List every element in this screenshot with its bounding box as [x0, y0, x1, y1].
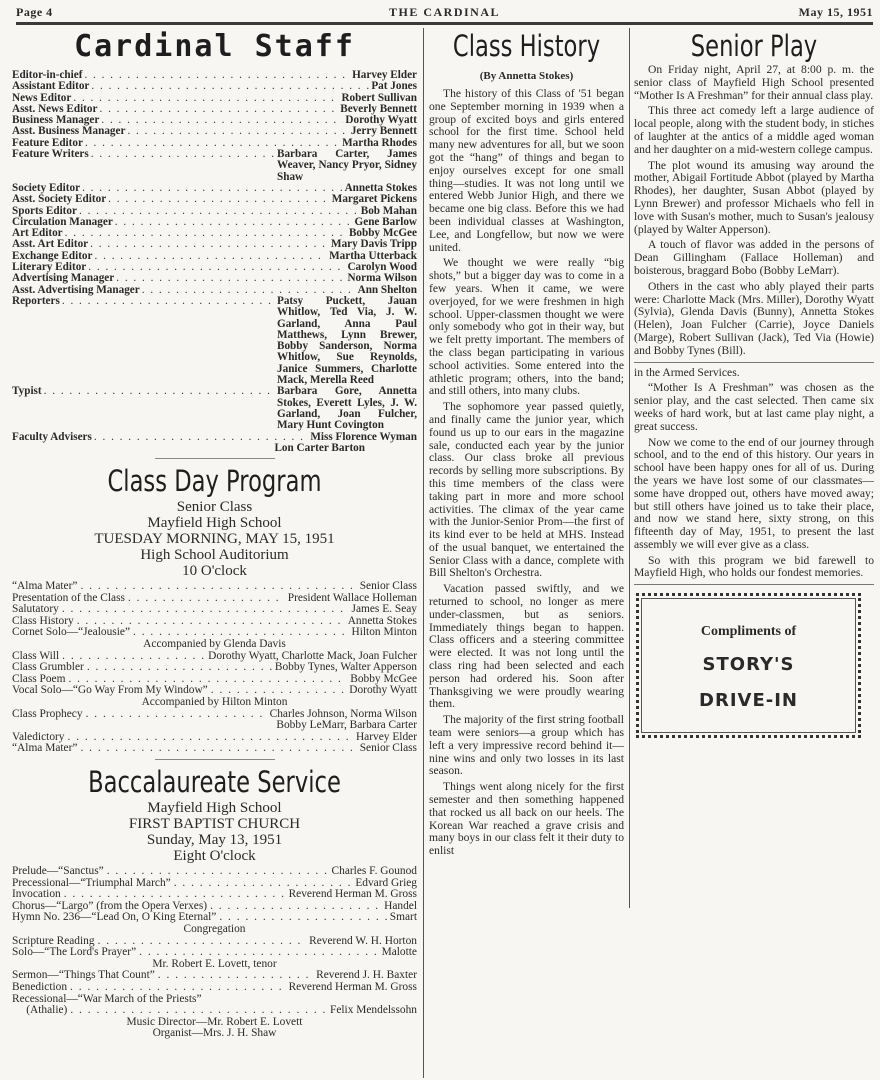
left-column	[12, 28, 417, 1040]
staff-name: Beverly Bennett	[340, 102, 417, 115]
staff-role: Feature Writers	[12, 148, 89, 161]
staff-name: Barbara Gore, Annetta Stokes, Everett Lyles, J. W. Garland, Joan Fulcher, Mary Hunt Covington	[277, 385, 417, 432]
dot-leader	[99, 104, 338, 115]
program-performer: Senior Class	[359, 580, 417, 593]
baccalaureate-program-list	[12, 866, 417, 1040]
staff-role: Faculty Advisers	[12, 430, 92, 443]
program-note: Accompanied by Hilton Minton	[141, 696, 288, 709]
baccalaureate-subheadings	[12, 800, 417, 864]
class-day-heading: Class Day Program	[107, 464, 322, 499]
cardinal-staff-section	[12, 28, 417, 454]
right-column	[634, 28, 874, 738]
program-note: Congregation	[183, 922, 246, 935]
staff-role: Art Editor	[12, 227, 63, 240]
staff-name: Martha Rhodes	[342, 136, 417, 149]
staff-role: Circulation Manager	[12, 215, 113, 228]
staff-role: Advertising Manager	[12, 272, 115, 285]
page-number: Page 4	[16, 5, 53, 19]
dot-leader	[44, 386, 275, 397]
dot-leader	[80, 581, 356, 593]
subheading-line: Sunday, May 13, 1951	[146, 832, 283, 848]
program-performer: Felix Mendelssohn	[329, 1004, 417, 1017]
staff-name: Margaret Pickens	[331, 193, 417, 206]
class-history-byline: (By Annetta Stokes)	[479, 70, 574, 82]
senior-play-body	[634, 64, 874, 358]
class-history-heading: Class History	[452, 29, 601, 63]
staff-role: Asst. News Editor	[12, 102, 98, 115]
program-item: Class Will	[12, 649, 60, 662]
dot-leader	[128, 593, 285, 605]
program-row	[12, 1005, 417, 1017]
dot-leader	[65, 228, 347, 239]
staff-row	[12, 273, 417, 284]
staff-role: Assistant Editor	[12, 80, 90, 93]
staff-name: Bobby McGee	[348, 227, 417, 240]
class-day-program-list	[12, 581, 417, 755]
dot-leader	[87, 662, 272, 674]
article-paragraph: The history of this Class of '51 began one September morning in 1939 when a group of excited boys and girls entered school for the first time. School held many new adventures for all, but we soon got the “hang” of things and began to enjoy ourselves except for one small thing—studies. It was not long until we entered Webb Junior High, and there we became one big class. Before this we had been individual classes at Washington, Lee, and Longfellow, but now we were united.	[429, 87, 624, 254]
program-item: Class Prophecy	[12, 707, 83, 720]
program-item: Presentation of the Class	[12, 591, 125, 604]
dot-leader	[210, 901, 381, 913]
program-performer: Reverend Herman M. Gross	[288, 888, 417, 901]
subheading-line: TUESDAY MORNING, MAY 15, 1951	[94, 531, 335, 548]
program-performer-continued: Bobby LeMarr, Barbara Carter	[276, 719, 417, 732]
program-item: Cornet Solo—“Jealousie”	[12, 626, 130, 639]
program-item: Vocal Solo—“Go Way From My Window”	[12, 684, 208, 697]
program-item: Precessional—“Triumphal March”	[12, 876, 171, 889]
article-paragraph: The sophomore year passed quietly, and finally came the junior year, which found us up to our ears in the magazine sale, conducted each year by the junior class. Our class broke all previous records by selling more subscriptions. By this time members of the class were taking part in more and more school activities. The climax of the year came with the Junior-Senior Prom—the first of its kind ever to be held at MHS. Instead of the usual banquet, we entertained the Senior Class with a dance, complete with Bill Shelton's Orchestra.	[429, 400, 624, 580]
dot-leader	[82, 183, 343, 194]
dot-leader	[91, 149, 275, 160]
newspaper-name: THE CARDINAL	[388, 5, 500, 19]
staff-name: Pat Jones	[371, 80, 417, 93]
article-paragraph: Others in the cast who ably played their parts were: Charlotte Mack (Mrs. Miller), Dorothy Wyatt (Sylvia), Glenda Davis (Bunny), Annetta Stokes (Helen), Joan Fulcher (Carrie), Joyce Daniels (Marge), Robert Sullivan (Jack), Ted Via (Howie) and Bobby Tynes (Bill).	[634, 279, 874, 357]
program-performer: Bobby Tynes, Walter Apperson	[274, 661, 417, 674]
program-item: Benediction	[12, 980, 68, 993]
program-item: Chorus—“Largo” (from the Opera Verxes)	[12, 899, 208, 912]
dot-leader	[62, 604, 349, 616]
dot-leader	[73, 93, 339, 104]
article-paragraph: A touch of flavor was added in the persons of Dean Gillingham (Fallace Holleman) and boisterous, braggard Bobo (Bobby LeMarr).	[634, 238, 874, 277]
article-paragraph: in the Armed Services.	[634, 365, 740, 379]
dot-leader	[116, 273, 345, 284]
staff-name: Lon Carter Barton	[274, 441, 365, 454]
program-performer: Charles F. Gounod	[331, 865, 417, 877]
issue-date: May 15, 1951	[798, 5, 873, 19]
article-paragraph: We thought we were really “big shots,” but a bigger day was to come in a few years. When it came, we were overjoyed, for we were freshmen in high school. Upper-classmen thought we were only somebody who got in their way, but we felt pretty important. The members of the class began participating in various school activities. Some entered into the athletic program; others, into the band; and still others, into many clubs.	[429, 256, 624, 398]
dot-leader	[84, 70, 350, 81]
staff-row	[12, 81, 417, 92]
program-note: Organist—Mrs. J. H. Shaw	[152, 1027, 277, 1040]
program-performer: Malotte	[381, 946, 417, 959]
section-divider	[155, 759, 275, 760]
staff-role: Business Manager	[12, 114, 100, 127]
ad-business-name: STORY'S	[702, 654, 795, 676]
program-performer: Dorothy Wyatt, Charlotte Mack, Joan Fulcher	[208, 649, 417, 662]
dot-leader	[62, 296, 275, 307]
program-note: Accompanied by Glenda Davis	[143, 638, 286, 651]
staff-name: Miss Florence Wyman	[310, 430, 417, 443]
class-day-program-section	[12, 463, 417, 755]
ad-compliments: Compliments of	[700, 624, 797, 640]
program-performer: Reverend W. H. Horton	[309, 934, 417, 947]
subheading-line: Mayfield High School	[147, 515, 282, 532]
program-item: Class Grumbler	[12, 661, 84, 674]
dot-leader	[127, 126, 348, 137]
dot-leader	[68, 732, 353, 744]
staff-name: Carolyn Wood	[347, 261, 417, 274]
program-performer: Harvey Elder	[355, 730, 417, 743]
program-performer: Hilton Minton	[351, 626, 417, 639]
program-row	[12, 982, 417, 994]
article-paragraph: This three act comedy left a large audience of local people, along with the student body, in stiches of laughter at the antics of a middle aged woman and her daughter on a mid-western college campus.	[634, 104, 874, 156]
staff-row	[12, 149, 417, 183]
dot-leader	[115, 217, 353, 228]
program-item: Scripture Reading	[12, 934, 95, 947]
dot-leader	[107, 866, 329, 878]
program-item: “Alma Mater”	[12, 580, 78, 593]
staff-heading: Cardinal Staff	[74, 29, 355, 64]
staff-name: Dorothy Wyatt	[345, 114, 417, 127]
article-paragraph: Vacation passed swiftly, and we returned to school, no longer as mere under-classmen, but as seniors. Immediately things began to happen. Class officers and a steering committee were elected. It was not long until the class ring had been selected and each person had ordered his. Soon after Thanksgiving we were proudly wearing them.	[429, 582, 624, 711]
staff-name: Annetta Stokes	[344, 181, 417, 194]
program-performer: Reverend Herman M. Gross	[288, 980, 417, 993]
program-item: Solo—“The Lord's Prayer”	[12, 946, 137, 959]
program-performer: Edvard Grieg	[355, 876, 417, 889]
program-performer: Smart	[389, 911, 417, 924]
program-performer: Handel	[384, 899, 417, 912]
program-performer: Charles Johnson, Norma Wilson	[269, 707, 417, 720]
staff-role: Feature Editor	[12, 136, 83, 149]
program-item: (Athalie)	[12, 1004, 68, 1017]
baccalaureate-section	[12, 764, 417, 1040]
program-row	[12, 743, 417, 755]
program-item: Sermon—“Things That Count”	[12, 969, 155, 982]
staff-name: Mary Davis Tripp	[331, 238, 417, 251]
program-performer: Reverend J. H. Baxter	[316, 969, 417, 982]
program-item: Salutatory	[12, 603, 59, 616]
subheading-line: Senior Class	[176, 499, 253, 516]
staff-name: Martha Utterback	[329, 249, 417, 262]
staff-role: Editor-in-chief	[12, 69, 83, 81]
class-history-article	[429, 28, 624, 858]
staff-name: Jerry Bennett	[350, 125, 417, 138]
staff-role: Sports Editor	[12, 204, 77, 217]
section-divider	[155, 458, 275, 459]
staff-role: Asst. Business Manager	[12, 125, 126, 138]
staff-row-continued	[12, 443, 417, 454]
staff-name: Ann Shelton	[357, 283, 417, 296]
staff-name: Norma Wilson	[347, 272, 417, 285]
class-history-continued-body	[634, 367, 874, 581]
column-rule	[629, 28, 630, 908]
staff-name: Robert Sullivan	[341, 91, 417, 104]
dot-leader	[101, 115, 343, 126]
program-row	[12, 947, 417, 959]
staff-role: Asst. Advertising Manager	[12, 283, 140, 296]
staff-name: Bob Mahan	[360, 204, 417, 217]
staff-role: Asst. Society Editor	[12, 193, 107, 206]
staff-role: Typist	[12, 385, 42, 398]
class-day-subheadings	[12, 499, 417, 579]
program-note: Music Director—Mr. Robert E. Lovett	[126, 1015, 303, 1028]
program-item: Prelude—“Sanctus”	[12, 865, 104, 877]
program-performer: President Wallace Holleman	[287, 591, 417, 604]
subheading-line: Eight O'clock	[173, 848, 256, 864]
program-performer: Dorothy Wyatt	[349, 684, 417, 697]
program-item: Recessional—“War March of the Priests”	[12, 992, 202, 1005]
program-performer: Bobby McGee	[350, 672, 417, 685]
dot-leader	[108, 194, 330, 205]
class-history-body	[429, 88, 624, 858]
staff-name: Patsy Puckett, Jauan Whitlow, Ted Via, J. W. Garland, Anna Paul Matthews, Lynn Brewer, Bobby Sanderson, Norma Whitlow, Sue Reynolds, Janice Summers, Charlotte Mack, Merella Reed	[277, 294, 417, 387]
program-item: Class Poem	[12, 672, 66, 685]
senior-play-article	[634, 28, 874, 358]
dot-leader	[95, 251, 328, 262]
subheading-line: Mayfield High School	[147, 800, 282, 816]
baccalaureate-heading: Baccalaureate Service	[88, 765, 341, 799]
article-paragraph: So with this program we bid farewell to Mayfield High, who holds our fondest memories.	[634, 553, 874, 580]
staff-row	[12, 194, 417, 205]
dot-leader	[70, 1005, 327, 1017]
column-rule	[423, 28, 424, 1078]
staff-row	[12, 386, 417, 431]
program-item: Valedictory	[12, 730, 65, 743]
masthead-rule	[16, 22, 873, 25]
dot-leader	[86, 709, 267, 721]
program-performer: Annetta Stokes	[347, 614, 417, 627]
middle-column	[429, 28, 624, 861]
dot-leader	[70, 982, 286, 994]
dot-leader	[80, 743, 356, 755]
staff-role: Society Editor	[12, 181, 81, 194]
program-item: “Alma Mater”	[12, 742, 78, 755]
program-row	[12, 581, 417, 593]
article-paragraph: On Friday night, April 27, at 8:00 p. m. the senior class of Mayfield High School presented “Mother Is A Freshman” for their annual class play.	[634, 63, 874, 102]
program-item: Invocation	[12, 888, 61, 901]
program-row	[12, 866, 417, 878]
program-item: Class History	[12, 614, 74, 627]
staff-name: Harvey Elder	[352, 69, 417, 81]
staff-role: News Editor	[12, 91, 72, 104]
article-paragraph: The plot wound its amusing way around the mother, Abigail Fortitude Abbot (played by Martha Rhodes), her daughter, Susan Abbot (played by Lynn Brewer) and professor Michaels who fell in love with Susan's mother, much to Susan's jealousy (played by Walter Apperson).	[634, 158, 874, 236]
subheading-line: 10 O'clock	[182, 563, 247, 580]
article-divider	[634, 362, 874, 363]
dot-leader	[139, 947, 378, 959]
class-history-continued	[634, 367, 874, 581]
staff-role: Asst. Art Editor	[12, 238, 89, 251]
staff-row	[12, 296, 417, 386]
staff-role: Reporters	[12, 294, 60, 307]
program-note: Mr. Robert E. Lovett, tenor	[152, 957, 277, 970]
dot-leader	[88, 262, 345, 273]
dot-leader	[91, 81, 369, 92]
article-divider	[634, 584, 874, 585]
program-item: Hymn No. 236—“Lead On, O King Eternal”	[12, 911, 217, 924]
article-paragraph: The majority of the first string football team were seniors—a group which has left a very impressive record behind it—nine wins and only two losses in its last season.	[429, 713, 624, 778]
program-performer: James E. Seay	[351, 603, 417, 616]
subheading-line: High School Auditorium	[140, 547, 289, 564]
staff-name: Barbara Carter, James Weaver, Nancy Pryor, Sidney Shaw	[277, 148, 417, 183]
storys-drive-in-ad	[636, 593, 861, 738]
staff-list	[12, 70, 417, 454]
senior-play-heading: Senior Play	[690, 29, 818, 63]
masthead	[16, 4, 873, 22]
staff-name: Gene Barlow	[354, 215, 417, 228]
article-paragraph: Now we come to the end of our journey through school, and to the end of this history. Our years in school have been happy ones for all of us. During the years we have lost some of our classmates—some have dropped out, others have moved away; but still others have joined us to take their place, and now we stand here, sixty strong, on this fifteenth day of May, 1951, to present the last assembly we will ever give as a class.	[634, 435, 874, 551]
article-paragraph: Things went along nicely for the first semester and then something happened that rocked us all back on our heels. The Korean War reached a grave crisis and many boys in our class felt it their duty to enlist	[429, 780, 624, 858]
staff-role: Literary Editor	[12, 261, 87, 274]
subheading-line: FIRST BAPTIST CHURCH	[128, 816, 301, 832]
article-paragraph: “Mother Is A Freshman” was chosen as the senior play, and the cast selected. Then came six weeks of hard work, but at last came play night, a great success.	[634, 381, 874, 433]
dot-leader	[90, 239, 329, 250]
staff-role: Exchange Editor	[12, 249, 93, 262]
dot-leader	[79, 206, 359, 217]
program-performer: Senior Class	[359, 742, 417, 755]
ad-business-type: DRIVE-IN	[699, 690, 798, 712]
